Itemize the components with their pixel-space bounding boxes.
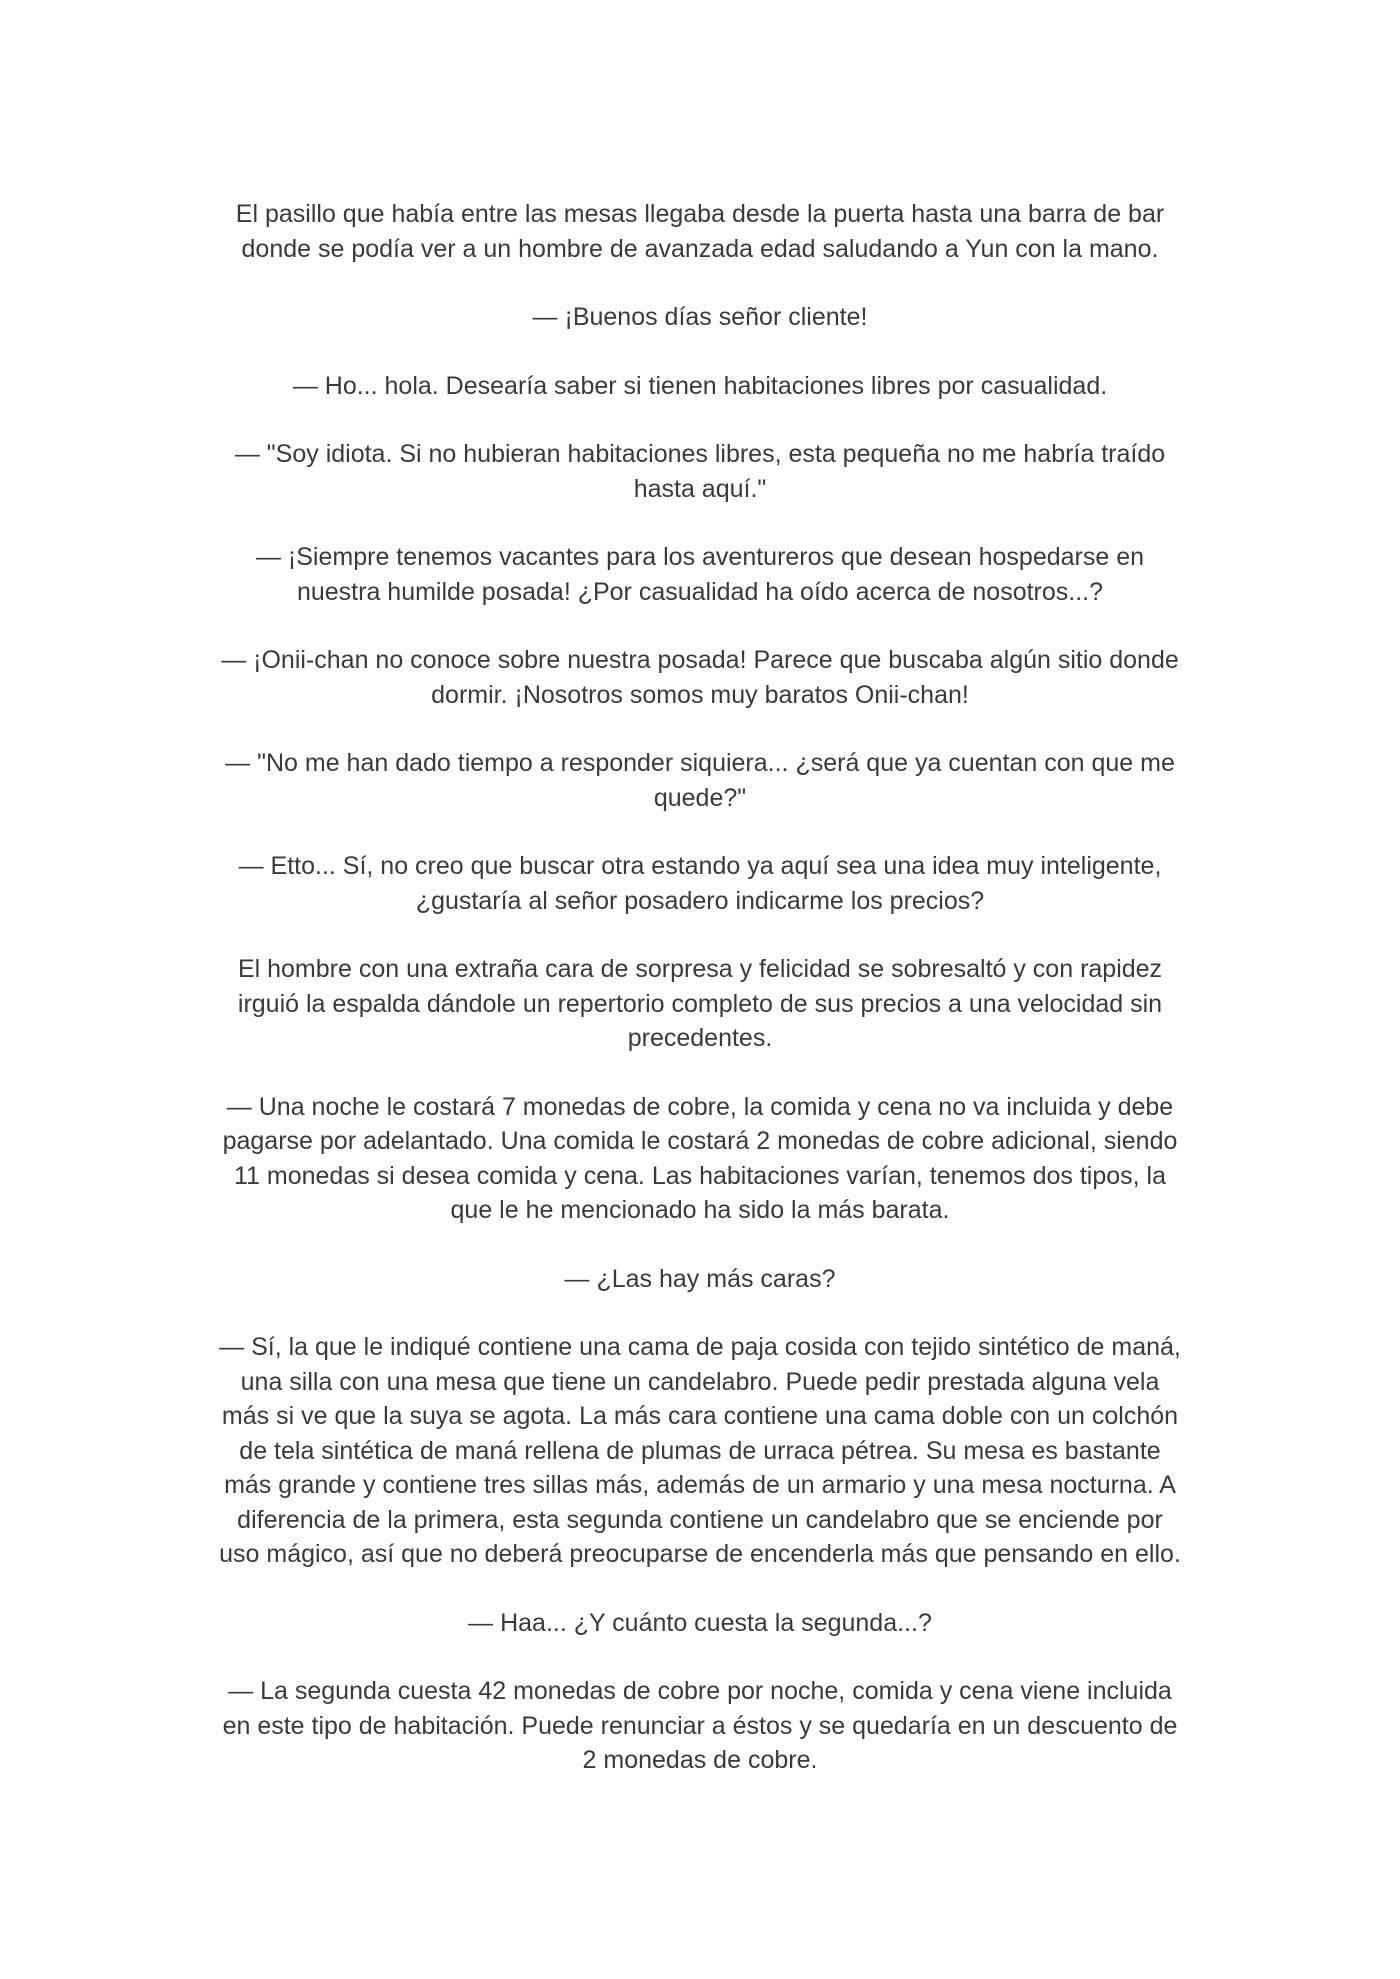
paragraph-dialogue-second-price: — La segunda cuesta 42 monedas de cobre por noche, comida y cena viene incluida en este tipo de habitación. Puede renunciar a éstos y se quedaría en un descuento de 2 monedas de cobre. [222,1677,1178,1774]
paragraph-narration-bar: El pasillo que había entre las mesas llegaba desde la puerta hasta una barra de bar donde se podía ver a un hombre de avanzada edad saludando a Yun con la mano. [235,200,1165,263]
paragraph-narration-surprise: El hombre con una extraña cara de sorpresa y felicidad se sobresaltó y con rapidez irguió la espalda dándole un repertorio completo de sus precios a una velocidad sin precedentes. [237,955,1163,1052]
paragraph-dialogue-second-cost: — Haa... ¿Y cuánto cuesta la segunda...? [468,1608,932,1637]
paragraph-dialogue-onii-chan: — ¡Onii-chan no conoce sobre nuestra posada! Parece que buscaba algún sitio donde dormir. ¡Nosotros somos muy baratos Onii-chan! [221,646,1179,709]
paragraph-dialogue-greeting: — ¡Buenos días señor cliente! [532,303,868,331]
paragraph-thought-no-time: — "No me han dado tiempo a responder siquiera... ¿será que ya cuentan con que me quede?" [225,749,1175,812]
paragraph-dialogue-ask-prices: — Etto... Sí, no creo que buscar otra estando ya aquí sea una idea muy inteligente, ¿gustaría al señor posadero indicarme los precios? [238,852,1162,915]
paragraph-dialogue-more-expensive: — ¿Las hay más caras? [564,1264,836,1293]
paragraph-dialogue-ask-rooms: — Ho... hola. Desearía saber si tienen habitaciones libres por casualidad. [292,371,1108,400]
paragraph-dialogue-prices: — Una noche le costará 7 monedas de cobre, la comida y cena no va incluida y debe pagarse por adelantado. Una comida le costará 2 monedas de cobre adicional, siendo 11 monedas si desea comida y cena. Las habitaciones varían, tenemos dos tipos, la que le he mencionado ha sido la más barata. [222,1092,1178,1224]
paragraph-thought-idiot: — "Soy idiota. Si no hubieran habitaciones libres, esta pequeña no me habría traído hasta aquí." [234,440,1166,503]
document-page [195,197,1205,1812]
paragraph-dialogue-room-description: — Sí, la que le indiqué contiene una cama de paja cosida con tejido sintético de maná, una silla con una mesa que tiene un candelabro. Puede pedir prestada alguna vela más si ve que la suya se agota. La más cara contiene una cama doble con un colchón de tela sintética de maná rellena de plumas de urraca pétrea. Su mesa es bastante más grande y contiene tres sillas más, además de un armario y una mesa nocturna. A diferencia de la primera, esta segunda contiene un candelabro que se enciende por uso mágico, así que no deberá preocuparse de encenderla más que pensando en ello. [219,1333,1181,1568]
paragraph-dialogue-vacancies: — ¡Siempre tenemos vacantes para los aventureros que desean hospedarse en nuestra humilde posada! ¿Por casualidad ha oído acerca de nosotros...? [255,543,1145,606]
